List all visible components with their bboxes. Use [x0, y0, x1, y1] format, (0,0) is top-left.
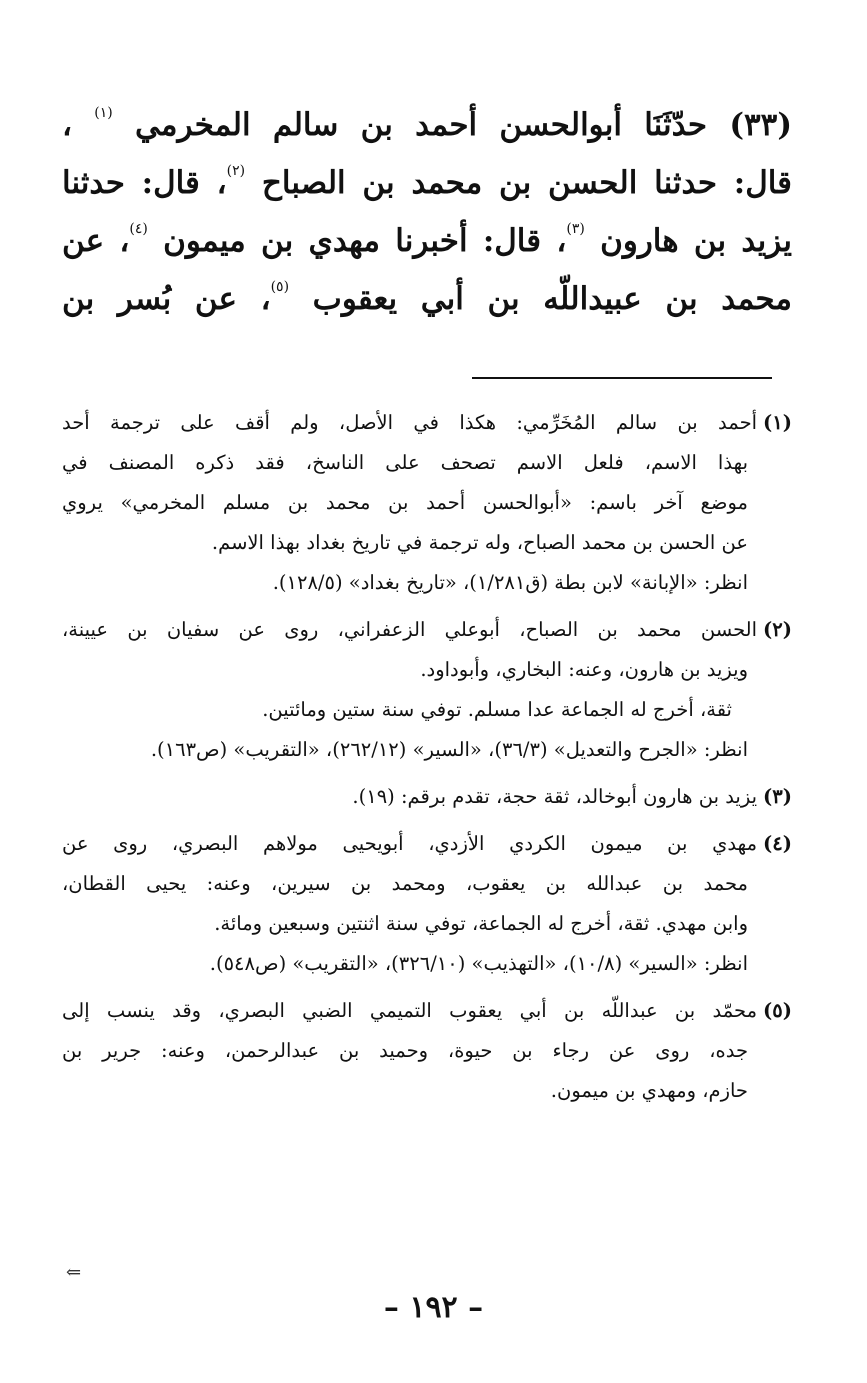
hadith-line-2: قال: حدثنا الحسن بن محمد بن الصباح $^{(٢)}$، قال: حدثنا [62, 163, 792, 201]
hadith-line-3: يزيد بن هارون $^{(٣)}$، قال: أخبرنا مهدي بن ميمون $^{(٤)}$، عن [62, 221, 792, 259]
footnote-4: (٤)مهدي بن ميمون الكردي الأزدي، أبويحيى مولاهم البصري، روى عن محمد بن عبدالله بن يعقوب، ومحمد بن سيرين، وعنه: يحيى القطان، وابن مهدي. ثقة، أخرج له الجماعة، توفي سنة اثنتين وسبعين ومائة. انظر: «السير» (١٠/٨)، «التهذيب» (٣٢٦/١٠)، «التقريب» (ص٥٤٨). [62, 832, 792, 975]
footnote-ref-4: (٤) [129, 221, 148, 237]
footnote-5: (٥)محمّد بن عبداللّه بن أبي يعقوب التميمي الضبي البصري، وقد ينسب إلى جده، روى عن رجاء بن حيوة، وحميد بن عبدالرحمن، وعنه: جرير بن حازم، ومهدي بن ميمون. [62, 999, 792, 1102]
footnote-ref-1: (١) [94, 105, 113, 121]
continuation-arrow-icon: ⇐ [66, 1262, 82, 1283]
footnote-ref-5: (٥) [270, 279, 290, 295]
footnote-3: (٣)يزيد بن هارون أبوخالد، ثقة حجة، تقدم برقم: (١٩). [352, 785, 792, 808]
hadith-text [62, 96, 792, 328]
footnote-separator [472, 377, 772, 379]
footnote-number: (٥) [763, 999, 792, 1022]
footnote-ref-2: (٢) [226, 163, 246, 179]
footnote-number: (٣) [763, 785, 792, 808]
footnote-ref-3: (٣) [566, 221, 585, 237]
footnote-number: (٢) [763, 618, 792, 641]
hadith-number: (٣٣) [729, 107, 793, 143]
footnote-number: (٤) [763, 832, 792, 855]
footnote-1: (١)أحمد بن سالم المُخَرِّمي: هكذا في الأصل، ولم أقف على ترجمة أحد بهذا الاسم، فلعل الاسم تصحف على الناسخ، فقد ذكره المصنف في موضع آخر باسم: «أبوالحسن أحمد بن محمد بن مسلم المخرمي» يروي عن الحسن بن محمد الصباح، وله ترجمة في تاريخ بغداد بهذا الاسم. انظر: «الإبانة» لابن بطة (ق١/٢٨١)، «تاريخ بغداد» (١٢٨/٥). [62, 411, 792, 594]
footnote-2: (٢)الحسن محمد بن الصباح، أبوعلي الزعفراني، روى عن سفيان بن عيينة، ويزيد بن هارون، وعنه: البخاري، وأبوداود. ثقة، أخرج له الجماعة عدا مسلم. توفي سنة ستين ومائتين. انظر: «الجرح والتعديل» (٣٦/٣)، «السير» (٢٦٢/١٢)، «التقريب» (ص١٦٣). [62, 618, 792, 761]
page-number: – ١٩٢ – [383, 1290, 484, 1325]
hadith-line-4: محمد بن عبيداللّه بن أبي يعقوب $^{(٥)}$، عن بُسر بن [62, 279, 792, 317]
hadith-line-1: (٣٣) حدّثَنَا أبوالحسن أحمد بن سالم المخرمي $^{(١)}$ ، [62, 105, 793, 143]
footnotes [62, 403, 792, 1118]
footnote-number: (١) [763, 411, 792, 434]
